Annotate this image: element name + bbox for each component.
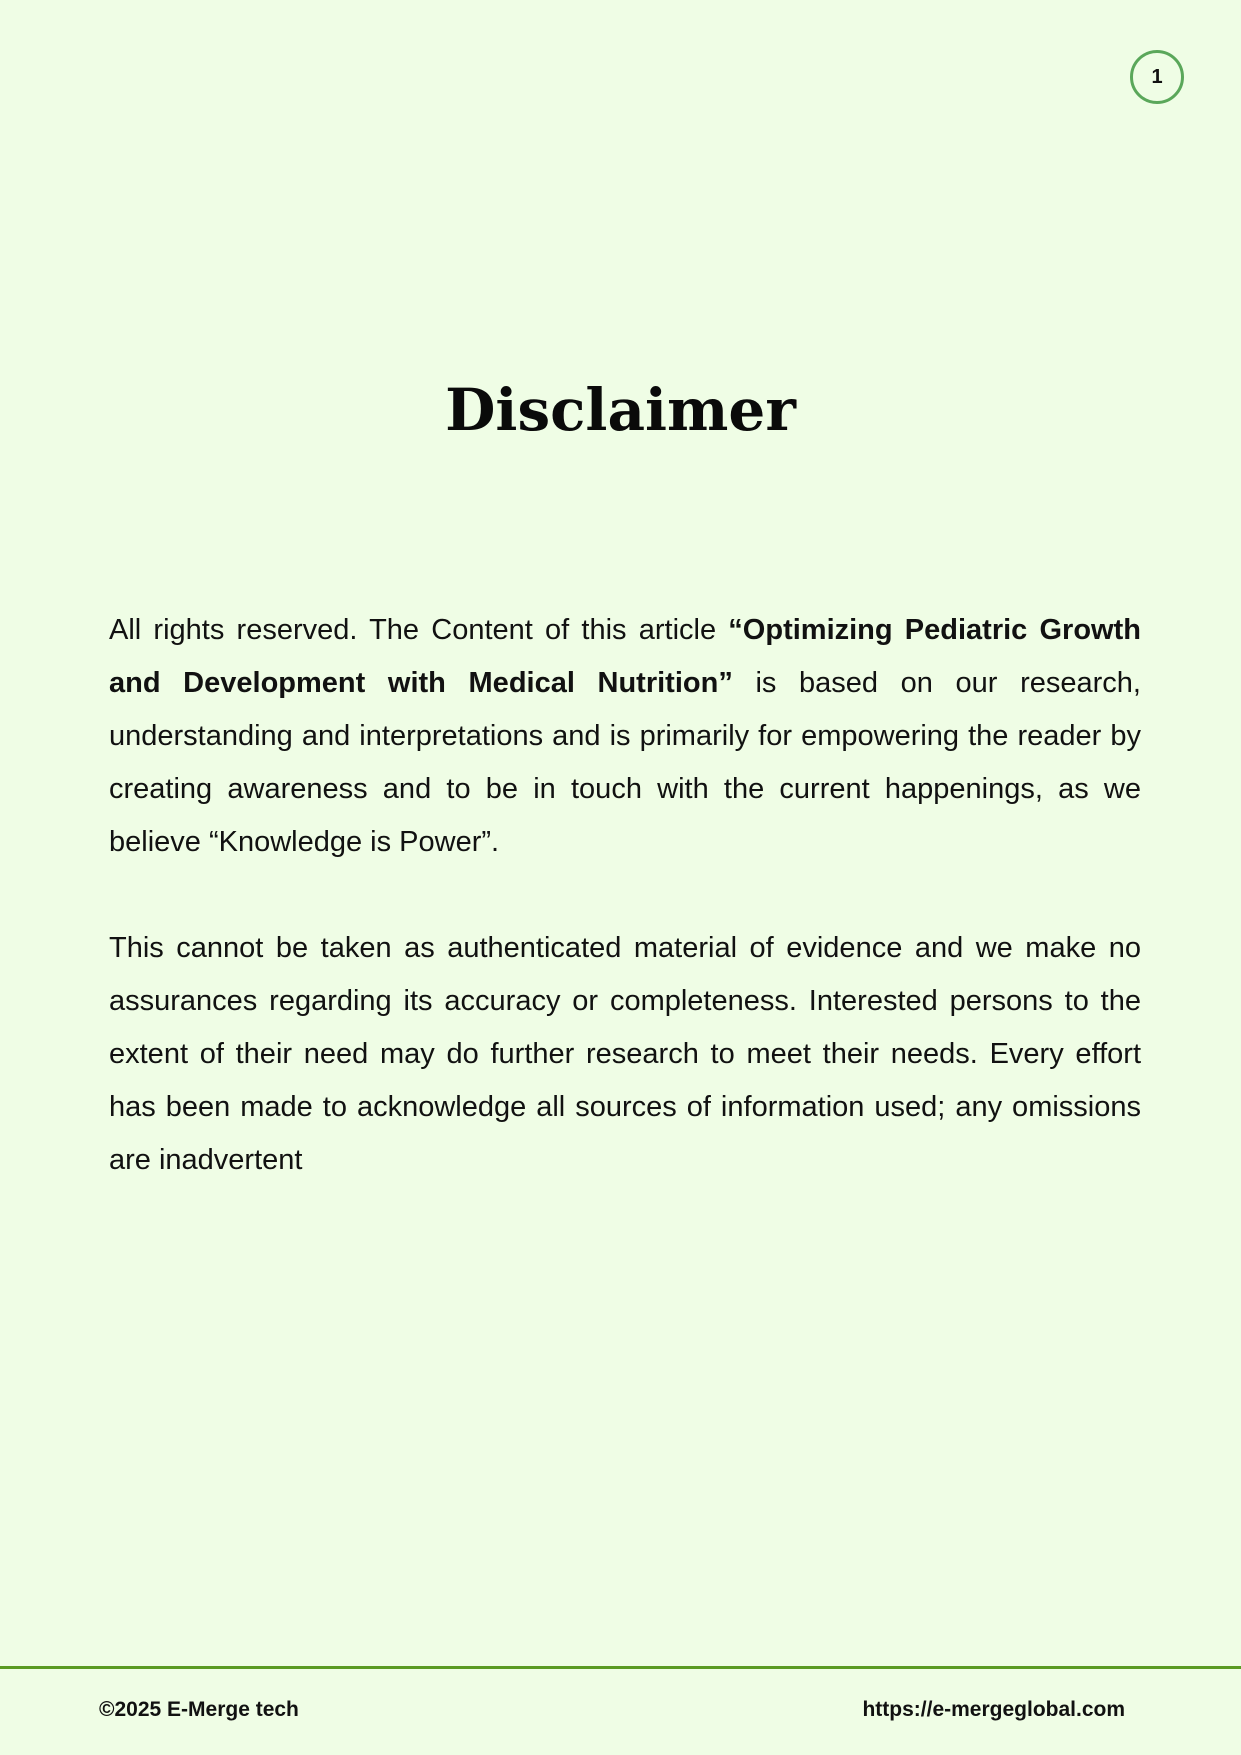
paragraph-1-rest: is based on our research, understanding and interpretations and is primarily for empowering the reader by creating awareness and to be in touch with the current happenings, as we believe “Knowledge is Power”. [109,667,1141,858]
footer-divider [0,1666,1241,1669]
disclaimer-paragraph-1 [109,604,1141,869]
disclaimer-paragraph-2: This cannot be taken as authenticated material of evidence and we make no assurances regarding its accuracy or completeness. Interested persons to the extent of their need may do further research to meet their needs. Every effort has been made to acknowledge all sources of information used; any omissions are inadvertent [109,932,1141,1176]
page-title: Disclaimer [445,376,796,444]
page-number-badge [1130,50,1184,104]
page-number: 1 [1151,65,1163,88]
footer-url[interactable]: https://e-mergeglobal.com [862,1698,1125,1721]
disclaimer-body [109,604,1141,1187]
article-title: “Optimizing Pediatric Growth and Development with Medical Nutrition” [109,614,1141,699]
footer-copyright: ©2025 E-Merge tech [99,1698,299,1721]
paragraph-1-intro: All rights reserved. The Content of this article [109,614,729,646]
